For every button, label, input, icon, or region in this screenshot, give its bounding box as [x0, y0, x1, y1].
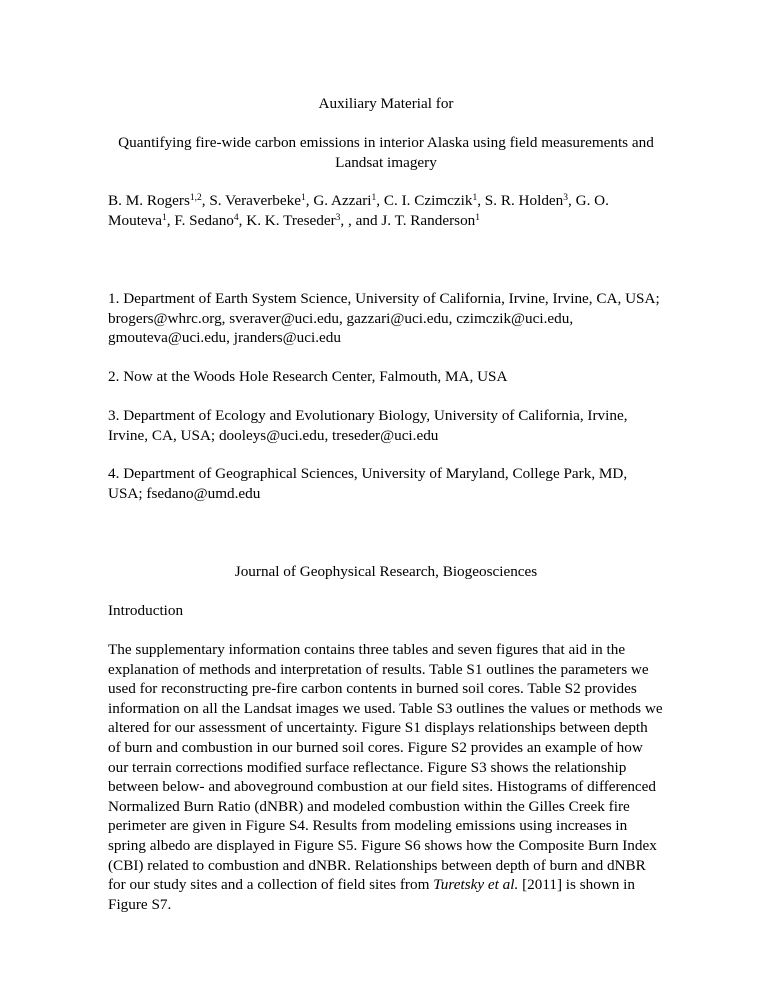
- author-affiliation-marker: 1: [162, 212, 167, 223]
- author-name: , , and J. T. Randerson: [340, 211, 476, 229]
- author-affiliation-marker: 4: [233, 212, 239, 223]
- author-name: B. M. Rogers: [108, 192, 190, 209]
- introduction-text: The supplementary information contains three tables and seven figures that aid in the explanation of methods and interpretation of results. Table S1 outlines the parameters we used for reconstructing pre-fire carbon contents in burned soil cores. Table S2 provides information on all the Landsat images we used. Table S3 outlines the values or methods we altered for our assessment of uncertainty. Figure S1 displays relationships between depth of burn and combustion in our burned soil cores. Figure S2 provides an example of how our terrain corrections modified surface reflectance. Figure S3 shows the relationship between below- and aboveground combustion at our field sites. Histograms of differenced Normalized Burn Ratio (dNBR) and modeled combustion within the Gilles Creek fire perimeter are given in Figure S4. Results from modeling emissions using increases in spring albedo are displayed in Figure S5. Figure S6 shows how the Composite Burn Index (CBI) related to combustion and dNBR. Relationships between depth of burn and dNBR for our study sites and a collection of field sites from: [108, 641, 663, 894]
- introduction-paragraph: [108, 640, 664, 914]
- author-affiliation-marker: 1: [371, 193, 377, 203]
- author-name: , F. Sedano: [166, 211, 234, 229]
- author-affiliation-marker: 3: [335, 212, 341, 223]
- author-affiliation-marker: 3: [563, 193, 569, 203]
- author-name: , S. R. Holden: [477, 192, 564, 209]
- author-affiliation-marker: 1: [300, 193, 306, 203]
- citation-authors: Turetsky et al.: [433, 876, 519, 894]
- author-name: , G. O. Mouteva: [108, 192, 609, 229]
- author-name: , K. K. Treseder: [238, 211, 336, 229]
- author-affiliation-marker: 1: [475, 212, 481, 223]
- author-name: , C. I. Czimczik: [376, 192, 473, 209]
- affiliation-2: 2. Now at the Woods Hole Research Center, Falmouth, MA, USA: [108, 368, 508, 385]
- journal-name: Journal of Geophysical Research, Biogeosciences: [234, 563, 538, 580]
- author-name: , S. Veraverbeke: [201, 192, 301, 209]
- affiliation-1: 1. Department of Earth System Science, University of California, Irvine, Irvine, CA, USA; brogers@whrc.org, sveraver@uci.edu, gazzari@uci.edu, czimczik@uci.edu, gmouteva@uci.edu, jranders@uci.edu: [108, 290, 660, 347]
- affiliation-4: 4. Department of Geographical Sciences, University of Maryland, College Park, MD, USA; fsedano@umd.edu: [108, 465, 628, 502]
- document-heading: Auxiliary Material for: [318, 95, 454, 112]
- affiliation-3: 3. Department of Ecology and Evolutionary Biology, University of California, Irvine, Irvine, CA, USA; dooleys@uci.edu, treseder@uci.edu: [108, 407, 628, 444]
- author-name: , G. Azzari: [305, 192, 372, 209]
- paper-title: Quantifying fire-wide carbon emissions in interior Alaska using field measurements and Landsat imagery: [118, 134, 654, 171]
- author-affiliation-marker: 1: [472, 193, 478, 203]
- citation-rest: [2011] is shown in Figure S7.: [108, 876, 635, 913]
- section-heading-introduction: Introduction: [108, 602, 184, 619]
- author-list: [108, 191, 664, 230]
- author-affiliation-marker: 1,2: [189, 193, 202, 203]
